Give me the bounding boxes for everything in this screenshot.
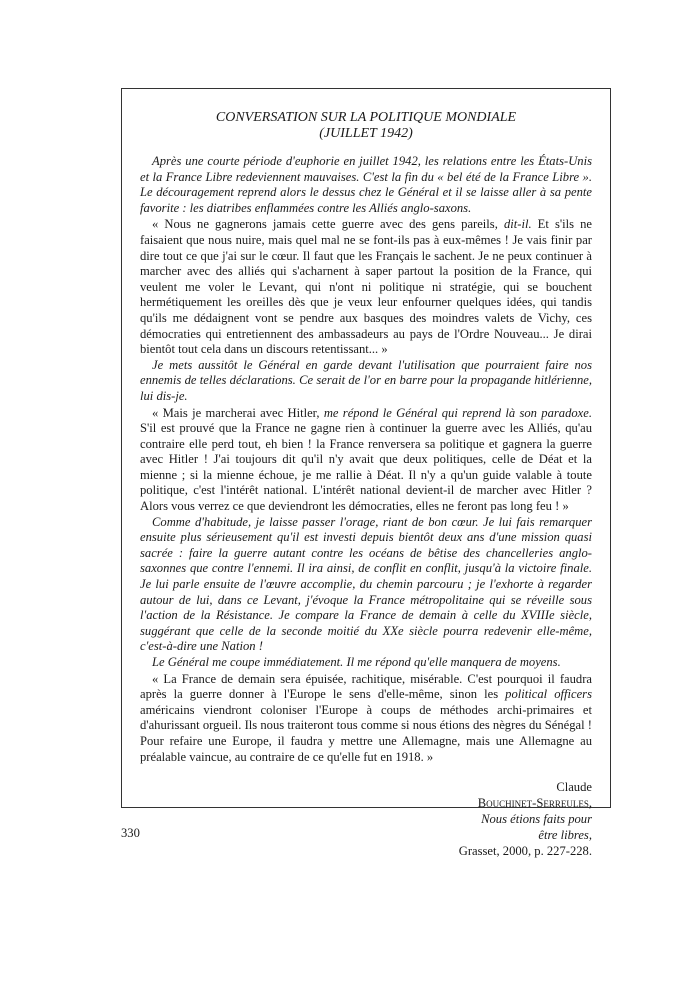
paragraph-narration-2: Comme d'habitude, je laisse passer l'orage, riant de bon cœur. Je lui fais remarquer ensuite plus sérieusement qu'il est investi depuis bientôt deux ans d'une mission quasi sacrée : faire la guerre autant contre les océans de bêtise des chancelleries anglo-saxonnes que contre l'ennemi. Il ira ainsi, de conflit en conflit, jusqu'à la victoire finale. Je lui parle ensuite de l'œuvre accomplie, du chemin parcouru ; je l'exhorte à regarder autour de lui, dans ce Levant, j'évoque la France métropolitaine qui se réveille sous l'action de la Résistance. Je compare la France de demain à celle du XVIIIe siècle, suggérant que celle de la seconde moitié du XXe siècle pourra redevenir elle-même, c'est-à-dire une Nation ! <box>140 514 592 654</box>
paragraph-quote-1: « Nous ne gagnerons jamais cette guerre avec des gens pareils, dit-il. Et s'ils ne faisaient que nous nuire, mais quel mal ne se font-ils pas à eux-mêmes ! Je vais finir par dire tout ce que j'ai sur le cœur. Il faut que les Français le sachent. Je ne peux continuer à marcher avec des alliés qui s'acharnent à saper partout la position de la France, qui veulent me voler le Levant, qui n'ont ni politique ni stratégie, qui se bouchent hermétiquement les oreilles dès que je veux leur enfourner quelques idées, qui tandis qu'ils me dédaignent vont se pendre aux basques des moindres valets de Vichy, ces démocraties qui entretiennent des ambassadeurs au pays de l'Ordre Nouveau... Je dirai bientôt tout cela dans un discours retentissant... » <box>140 217 593 357</box>
document-title <box>140 110 592 142</box>
page-number: 330 <box>121 826 140 840</box>
title-line-2: (JUILLET 1942) <box>319 126 413 141</box>
source-citation <box>140 779 592 859</box>
document-body <box>140 110 592 859</box>
source-line-1: Claude Bouchinet-Serreules, Nous étions faits pour <box>477 780 592 827</box>
paragraph-quote-2: « Mais je marcherai avec Hitler, me répond le Général qui reprend là son paradoxe. S'il est prouvé que la France ne gagne rien à continuer la guerre avec les Alliés, qu'au contraire elle perd tout, eh bien ! la France renversera sa politique et gagnera la guerre avec Hitler ! J'ai toujours dit qu'il n'y avait que deux politiques, celle de Déat et la mienne ; si la mienne échoue, je me rallie à Déat. Il n'y a qu'un guide valable à toute politique, c'est l'intérêt national. L'intérêt national devient-il de marcher avec Hitler ? Alors vous verrez ce que deviendront les démocraties, elles ne feront pas long feu ! » <box>140 405 592 514</box>
paragraph-narration-3: Le Général me coupe immédiatement. Il me répond qu'elle manquera de moyens. <box>152 655 561 669</box>
paragraph-quote-3: « La France de demain sera épuisée, rachitique, misérable. C'est pourquoi il faudra après la guerre donner à l'Europe le sens d'elle-même, sinon les political officers américains viendront coloniser l'Europe à coups de méthodes archi-primaires et d'ahurissant orgueil. Ils nous traiteront tous comme si nous étions des nègres du Sénégal ! Pour refaire une Europe, il faudra y mettre une Allemagne, mais une Allemagne au préalable vaincue, au contraire de ce qu'elle fut en 1918. » <box>140 671 592 764</box>
paragraph-intro: Après une courte période d'euphorie en juillet 1942, les relations entre les États-Unis et la France Libre redeviennent mauvaises. C'est la fin du « bel été de la France Libre ». Le découragement reprend alors le dessus chez le Général et il se laisse aller à sa pente favorite : les diatribes enflammées contre les Alliés anglo-saxons. <box>140 154 592 215</box>
source-line-2: être libres, Grasset, 2000, p. 227-228. <box>458 828 592 859</box>
paragraph-narration-1: Je mets aussitôt le Général en garde devant l'utilisation que pourraient faire nos ennemis de telles déclarations. Ce serait de l'or en barre pour la propagande hitlérienne, lui dis-je. <box>140 357 592 403</box>
title-line-1: CONVERSATION SUR LA POLITIQUE MONDIALE <box>215 110 517 125</box>
